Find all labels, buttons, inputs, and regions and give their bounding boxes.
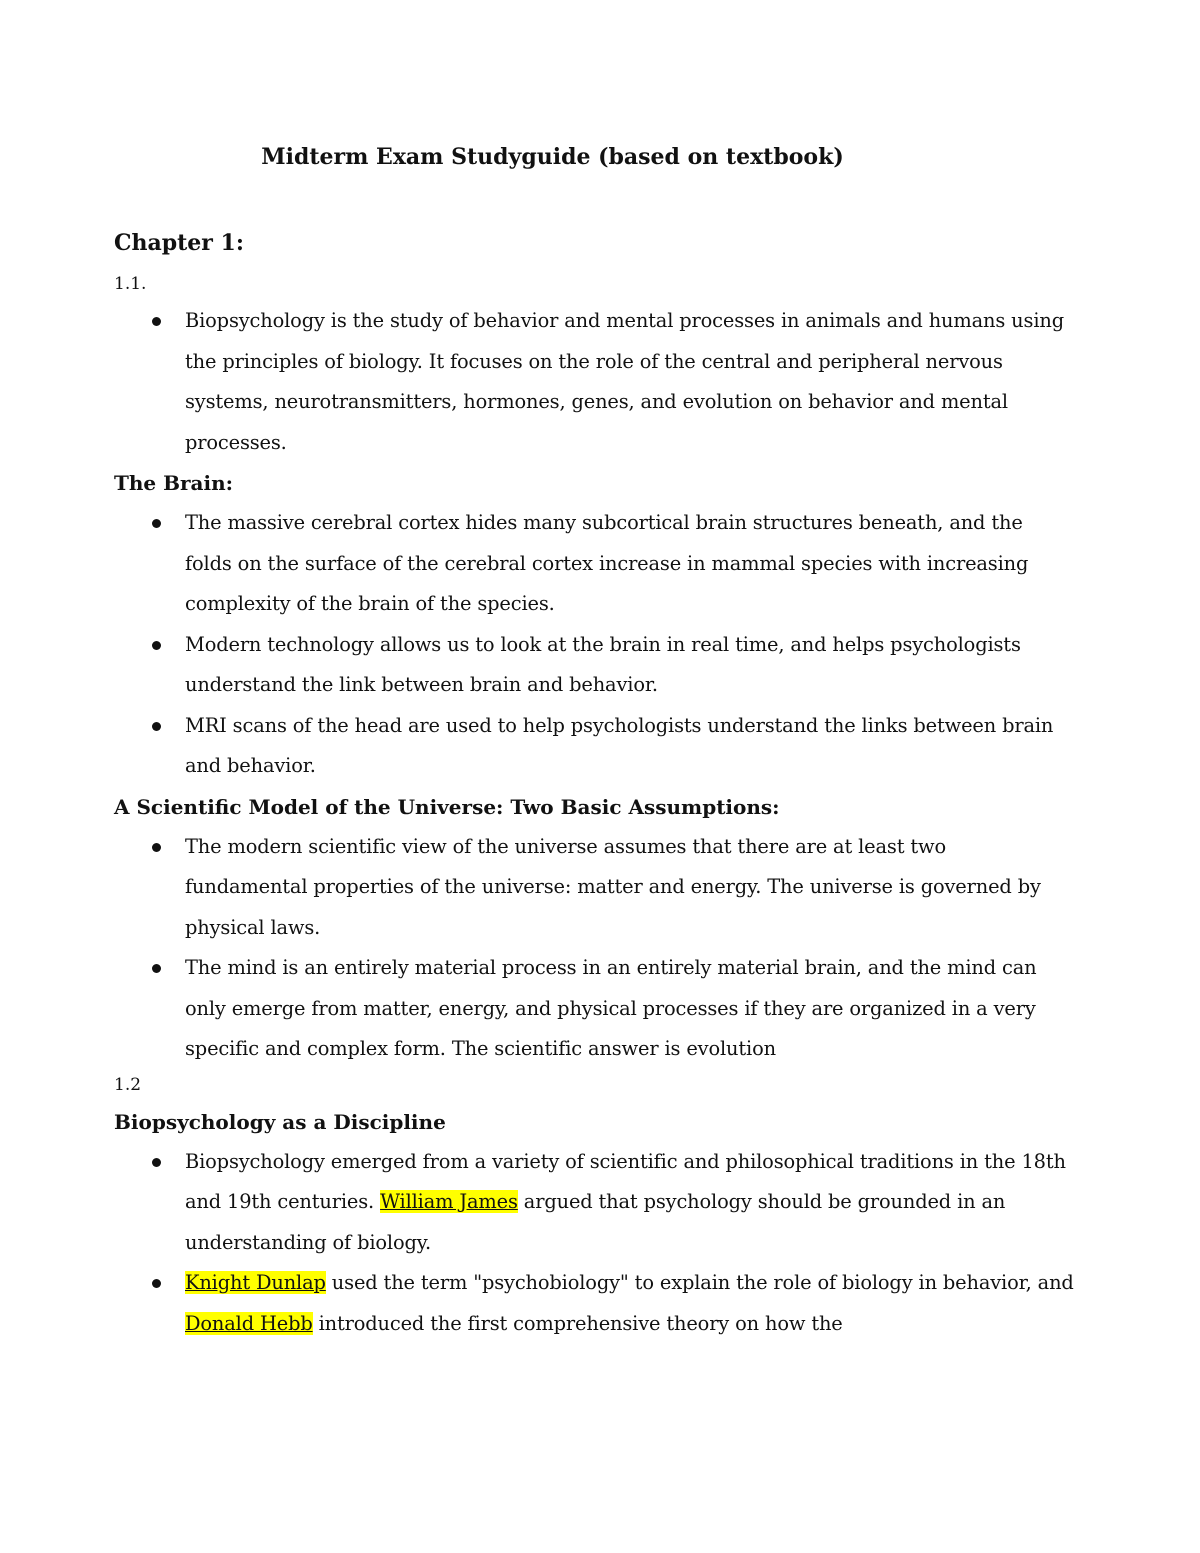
list-item [114, 948, 1074, 1070]
bullet-icon [152, 519, 161, 528]
bullet-icon [152, 722, 161, 731]
bullet-icon [152, 964, 161, 973]
list-item [114, 1142, 1074, 1264]
list-item-text: Modern technology allows us to look at the brain in real time, and helps psychologists understand the link between brain and behavior. [185, 632, 1021, 696]
section-heading: A Scientific Model of the Universe: Two Basic Assumptions: [114, 794, 780, 819]
document-body [114, 226, 1074, 1344]
highlighted-name: Knight Dunlap [185, 1271, 326, 1294]
list-item [114, 706, 1074, 787]
bullet-list [114, 1142, 1074, 1345]
bullet-icon [152, 641, 161, 650]
bullet-list [114, 827, 1074, 1070]
list-item-text: MRI scans of the head are used to help psychologists understand the links between brain and behavior. [185, 713, 1054, 777]
list-item [114, 625, 1074, 706]
list-item-text: The massive cerebral cortex hides many subcortical brain structures beneath, and the folds on the surface of the cerebral cortex increase in mammal species with increasing complexity of the brain of the species. [185, 511, 1029, 615]
list-item-text: Biopsychology emerged from a variety of scientific and philosophical traditions in the 18th and 19th centuries. [185, 1149, 1066, 1213]
section-number: 1.2 [114, 1074, 142, 1095]
bullet-list [114, 503, 1074, 787]
list-item-text: The mind is an entirely material process in an entirely material brain, and the mind can only emerge from matter, energy, and physical processes if they are organized in a very specific and complex form. The scientific answer is evolution [185, 956, 1037, 1060]
list-item [114, 301, 1074, 463]
bullet-icon [152, 843, 161, 852]
list-item-text: used the term "psychobiology" to explain the role of biology in behavior, and [325, 1271, 1074, 1294]
list-item [114, 1263, 1074, 1344]
section-heading: Biopsychology as a Discipline [114, 1109, 446, 1134]
list-item-text: Biopsychology is the study of behavior and mental processes in animals and humans using the principles of biology. It focuses on the role of the central and peripheral nervous systems, neurotransmitters, hormones, genes, and evolution on behavior and mental processes. [185, 309, 1064, 454]
section-heading: The Brain: [114, 471, 234, 495]
section-number: 1.1. [114, 274, 147, 294]
chapter-heading: Chapter 1: [114, 230, 244, 256]
bullet-icon [152, 1158, 161, 1167]
bullet-list [114, 301, 1074, 463]
list-item [114, 503, 1074, 625]
list-item-text: The modern scientific view of the universe assumes that there are at least two fundamental properties of the universe: matter and energy. The universe is governed by physical laws. [185, 834, 1041, 939]
page-title: Midterm Exam Studyguide (based on textbook) [261, 144, 844, 170]
list-item-text: introduced the first comprehensive theory on how the [312, 1311, 843, 1335]
highlighted-name: William James [380, 1190, 518, 1213]
highlighted-name: Donald Hebb [185, 1311, 313, 1335]
list-item [114, 827, 1074, 949]
list-item-text: argued that psychology should be grounded in an understanding of biology. [185, 1190, 1006, 1254]
bullet-icon [152, 1279, 161, 1288]
bullet-icon [152, 317, 161, 326]
